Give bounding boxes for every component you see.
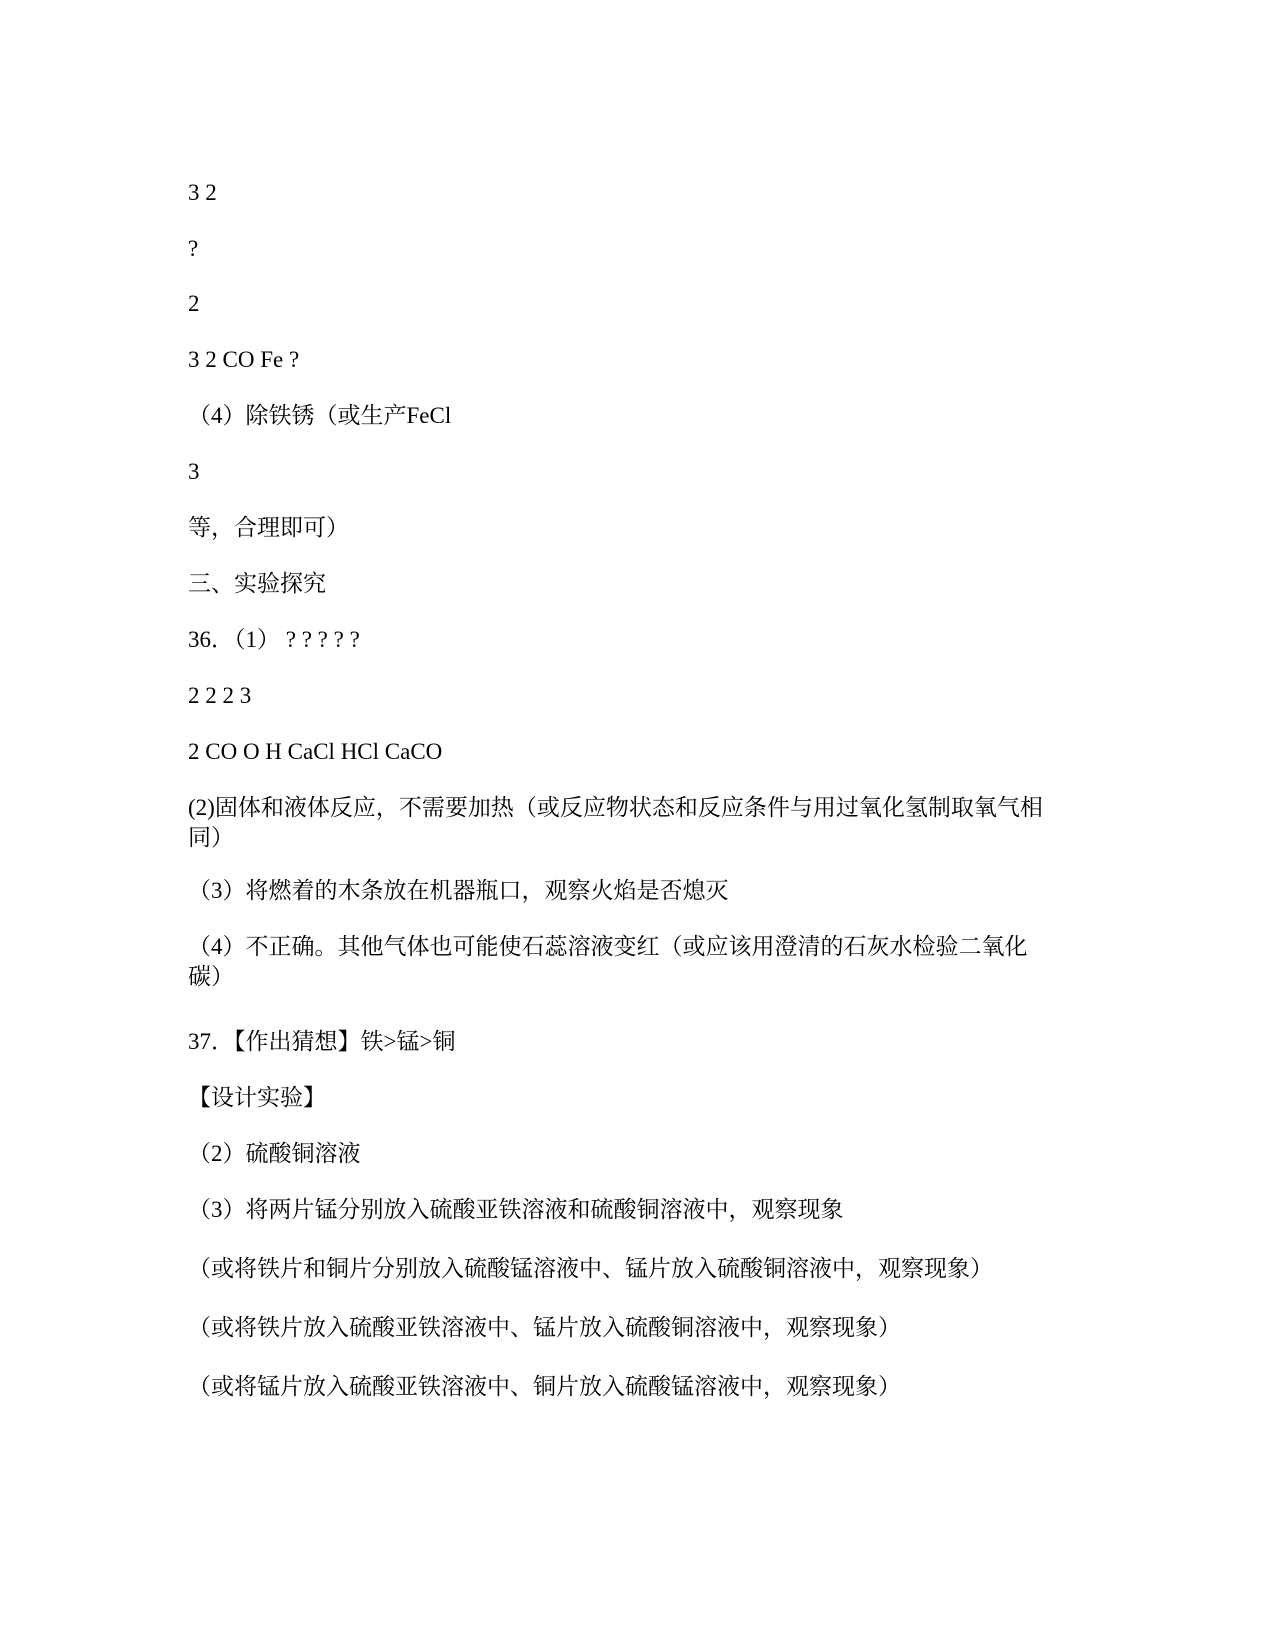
text-line: ? — [188, 236, 199, 261]
answer-line: （或将铁片放入硫酸亚铁溶液中、锰片放入硫酸铜溶液中，观察现象） — [188, 1315, 901, 1340]
text-line: 3 2 — [188, 180, 217, 205]
answer-line: （3）将燃着的木条放在机器瓶口，观察火焰是否熄灭 — [188, 878, 729, 903]
text-line: 2 2 2 3 — [188, 683, 252, 708]
answer-paragraph: (2)固体和液体反应，不需要加热（或反应物状态和反应条件与用过氧化氢制取氧气相同） — [188, 795, 1043, 850]
answer-paragraph: （4）不正确。其他气体也可能使石蕊溶液变红（或应该用澄清的石灰水检验二氧化碳） — [188, 934, 1028, 989]
answer-line: （或将锰片放入硫酸亚铁溶液中、铜片放入硫酸锰溶液中，观察现象） — [188, 1374, 901, 1399]
text-line: 3 — [188, 459, 200, 484]
answer-line: （或将铁片和铜片分别放入硫酸锰溶液中、锰片放入硫酸铜溶液中，观察现象） — [188, 1256, 993, 1281]
text-line: 等，合理即可） — [188, 515, 349, 540]
question-number-line: 36．（1） ? ? ? ? ? — [188, 627, 360, 652]
answer-line: （3）将两片锰分别放入硫酸亚铁溶液和硫酸铜溶液中，观察现象 — [188, 1197, 844, 1222]
text-line: 2 — [188, 291, 200, 316]
text-line: 3 2 CO Fe ? — [188, 347, 300, 372]
answer-line: （2）硫酸铜溶液 — [188, 1141, 361, 1166]
section-subheading: 【设计实验】 — [188, 1085, 326, 1110]
section-heading: 三、实验探究 — [188, 571, 326, 596]
text-line: （4）除铁锈（或生产FeCl — [188, 403, 452, 428]
question-number-line: 37．【作出猜想】铁>锰>铜 — [188, 1029, 456, 1054]
text-line: 2 CO O H CaCl HCl CaCO — [188, 739, 443, 764]
